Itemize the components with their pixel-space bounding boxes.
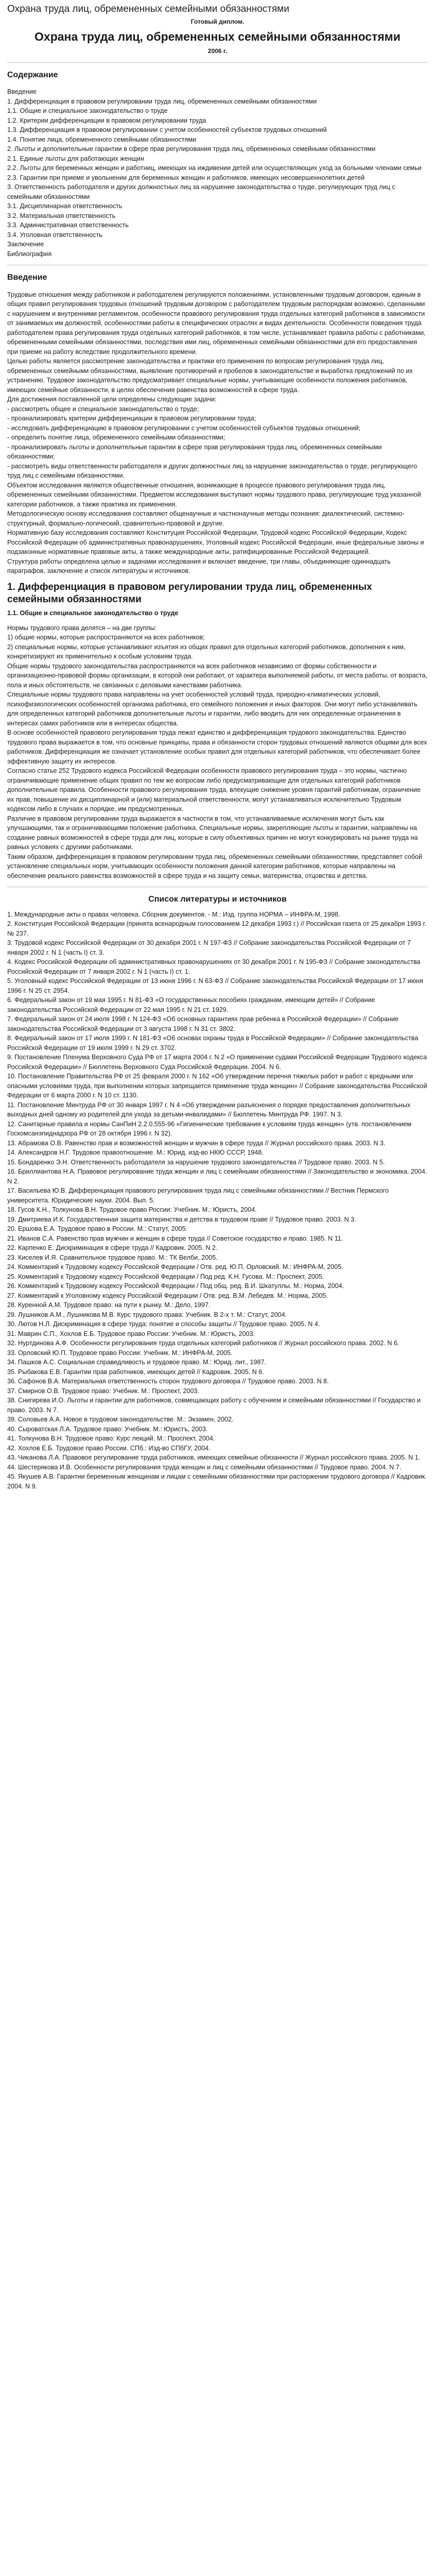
table-of-contents bbox=[7, 87, 428, 259]
paragraph: - исследовать дифференциацию в правовом регулировании с учетом особенностей субъектов трудовых отношений; bbox=[7, 424, 361, 432]
bibliography-item: 6. Федеральный закон от 19 мая 1995 г. N 81-ФЗ «О государственных пособиях гражданам, имеющим детей» // Собрание законодательства Российской Федерации от 22 мая 1995 г. N 21 ст. 1929. bbox=[7, 996, 375, 1013]
bibliography-item: 44. Шестерякова И.В. Особенности регулирования труда женщин и лиц с семейными обязанностями // Трудовое право. 2004. N 7. bbox=[7, 1463, 402, 1471]
bibliography-item: 42. Хохлов Е.Б. Трудовое право России. СПб.: Изд-во СПбГУ, 2004. bbox=[7, 1444, 211, 1452]
toc-item: 2.3. Гарантии при приеме и увольнении для беременных женщин и работников, имеющих несовершеннолетних детей bbox=[7, 174, 365, 181]
paragraph: Специальные нормы трудового права направлены на учет особенностей условий труда, природно-климатических условий, психофизиологических особенностей организма работника, его семейного положения и иных факторов. Они могут либо устанавливать для определенных категорий работников дополнительные льготы и гарантии, либо вводить для них определенные ограничения в интересах самих работников или в интересах общества. bbox=[7, 691, 417, 727]
bibliography-item: 40. Сыроватская Л.А. Трудовое право: Учебник. М.: Юристъ, 2003. bbox=[7, 1425, 208, 1433]
bibliography-item: 39. Соловьев А.А. Новое в трудовом законодательстве. М.: Экзамен, 2002. bbox=[7, 1416, 234, 1423]
bibliography-item: 25. Комментарий к Трудовому кодексу Российской Федерации / Под ред. К.Н. Гусова. М.: Проспект, 2005. bbox=[7, 1273, 324, 1280]
bibliography-item: 41. Толкунова В.Н. Трудовое право: Курс лекций. М.: Проспект, 2004. bbox=[7, 1435, 215, 1443]
chapter-1-body bbox=[7, 623, 428, 881]
toc-item: Библиография bbox=[7, 250, 52, 258]
bibliography-item: 34. Пашков А.С. Социальная справедливость и трудовое право. М.: Юрид. лит., 1987. bbox=[7, 1359, 267, 1366]
bibliography-item: 8. Федеральный закон от 17 июля 1999 г. N 181-ФЗ «Об основах охраны труда в Российской Федерации» // Собрание законодательства Российской Федерации от 19 июля 1999 г. N 29 ст. 3702. bbox=[7, 1035, 418, 1052]
chapter-1-title: 1. Дифференциация в правовом регулировании труда лиц, обремененных семейными обязанностями bbox=[7, 581, 372, 605]
paragraph: Нормативную базу исследования составляют Конституция Российской Федерации, Трудовой кодекс Российской Федерации, Кодекс Российской Федерации об административных правонарушениях, Уголовный кодекс Российской Федерации, иные федеральные законы и подзаконные нормативные правовые акты, а также международные акты, ратифицированные Российской Федерацией. bbox=[7, 529, 424, 556]
bibliography-item: 17. Васильева Ю.В. Дифференциация правового регулирования труда лиц с семейными обязанностями // Вестник Пермского университета. Юридические науки. 2004. Вып. 5. bbox=[7, 1187, 389, 1204]
bibliography-item: 37. Смирнов О.В. Трудовое право: Учебник. М.: Проспект, 2003. bbox=[7, 1387, 199, 1395]
toc-item: Заключение bbox=[7, 241, 44, 248]
year-label: 2006 г. bbox=[207, 47, 228, 55]
toc-item: 2.1. Единые льготы для работающих женщин bbox=[7, 155, 145, 162]
paragraph: Различие в правовом регулировании труда выражается в частности в том, что устанавливаемые исключения могут быть как улучшающими, так и ограничивающими положение работника. Специальные нормы, закрепляющие льготы и гарантии, направлены на создание равных возможностей в сфере труда для лиц, которые в силу объективных причин не могут конкурировать на рынке труда на равных условиях с другими работниками. bbox=[7, 815, 418, 851]
bibliography-item: 1. Международные акты о правах человека. Сборник документов. - М.: Изд. группа НОРМА – ИНФРА-М, 1998. bbox=[7, 910, 340, 918]
bibliography-item: 3. Трудовой кодекс Российской Федерации от 30 декабря 2001 г. N 197-ФЗ // Собрание законодательства Российской Федерации от 7 января 2002 г. N 1 (часть I) ст. 3. bbox=[7, 939, 411, 956]
paragraph: - проанализировать критерии дифференциации в правовом регулировании труда; bbox=[7, 415, 256, 422]
paragraph: Для достижения поставленной цели определены следующие задачи: bbox=[7, 396, 217, 403]
toc-item: Введение bbox=[7, 88, 37, 96]
section-1-1-title: 1.1. Общие и специальное законодательство о труде bbox=[7, 609, 179, 617]
paragraph: 1) общие нормы, которые распространяются на всех работников; bbox=[7, 634, 205, 641]
bibliography-item: 10. Постановление Правительства РФ от 25 февраля 2000 г. N 162 «Об утверждении перечня тяжелых работ и работ с вредными или опасными условиями труда, при выполнении которых запрещается применение труда женщин» // Собрание законодательства Российской Федерации от 6 марта 2000 г. N 10 ст. 1130. bbox=[7, 1073, 427, 1099]
paragraph: - проанализировать льготы и дополнительные гарантии в сфере прав регулирования труда лиц, обремененных семейными обязанностями; bbox=[7, 443, 382, 461]
bibliography-item: 23. Киселев И.Я. Сравнительное трудовое право. М.: ТК Велби, 2005. bbox=[7, 1253, 218, 1261]
bibliography-item: 27. Комментарий к Уголовному кодексу Российской Федерации / Отв. ред. В.М. Лебедев. М.: Норма, 2005. bbox=[7, 1292, 328, 1299]
toc-item: 3.1. Дисциплинарная ответственность bbox=[7, 202, 123, 210]
bibliography-item: 9. Постановление Пленума Верховного Суда РФ от 17 марта 2004 г. N 2 «О применении судами Российской Федерации Трудового кодекса Российской Федерации» // Бюллетень Верховного Суда Российской Федерации. 2004. N 6. bbox=[7, 1054, 427, 1071]
paragraph: В основе особенностей правового регулирования труда лежат единство и дифференциация трудового законодательства. Единство трудового права выражается в том, что основные принципы, права и обязанности сторон трудовых отношений являются общими для всех работников. Дифференциация же означает установление особых правил для отдельных категорий работников, что обеспечивает более эффективную защиту их интересов. bbox=[7, 729, 427, 765]
paragraph: Согласно статье 252 Трудового кодекса Российской Федерации особенности правового регулирования труда – это нормы, частично ограничивающие применение общих правил по тем же вопросам либо предусматривающие для отдельных категорий работников дополнительные правила. Особенности правового регулирования труда, влекущие снижение уровня гарантий работникам, ограничение их прав, повышение их дисциплинарной и (или) материальной ответственности, могут устанавливаться исключительно Трудовым кодексом либо в случаях и порядке, им предусмотренных. bbox=[7, 767, 421, 813]
paragraph: Методологическую основу исследования составляют общенаучные и частнонаучные методы познания: диалектический, системно-структурный, формально-логический, сравнительно-правовой и другие. bbox=[7, 510, 405, 527]
toc-item: 2.2. Льготы для беременных женщин и работниц, имеющих на иждивении детей или осуществляющих уход за больными членами семьи bbox=[7, 164, 422, 172]
bibliography-item: 22. Карпенко Е. Дискриминация в сфере труда // Кадровик. 2005. N 2. bbox=[7, 1244, 218, 1252]
paragraph: Целью работы является рассмотрение законодательства и практики его применения по вопросам регулирования труда лиц, обремененных семейными обязанностями, выявление противоречий и пробелов в законодательстве и выработка предложений по их устранению. Трудовое законодательство предусматривает специальные нормы, учитывающие особенности положения работников, имеющих семейные обязанности, в целях обеспечения равенства возможностей в сфере труда. bbox=[7, 358, 413, 394]
contents-heading: Содержание bbox=[7, 70, 58, 79]
bibliography-item: 7. Федеральный закон от 24 июля 1998 г. N 124-ФЗ «Об основных гарантиях прав ребенка в Российской Федерации» // Собрание законодательства Российской Федерации от 3 августа 1998 г. N 31 ст. 3802. bbox=[7, 1015, 399, 1032]
bibliography-item: 4. Кодекс Российской Федерации об административных правонарушениях от 30 декабря 2001 г. N 195-ФЗ // Собрание законодательства Российской Федерации от 7 января 2002 г. N 1 (часть I) ст. 1. bbox=[7, 958, 421, 975]
bibliography-item: 20. Ершова Е.А. Трудовое право в России. М.: Статут, 2005. bbox=[7, 1225, 188, 1233]
bibliography-item: 15. Бондаренко Э.Н. Ответственность работодателя за нарушение трудового законодательства // Трудовое право. 2003. N 5. bbox=[7, 1158, 385, 1166]
bibliography-item: 11. Постановление Минтруда РФ от 30 января 1997 г. N 4 «Об утверждении разъяснения о порядке предоставления дополнительных выходных дней одному из родителей для ухода за детьми-инвалидами» // Бюллетень Минтруда РФ. 1997. N 3. bbox=[7, 1101, 411, 1118]
toc-item: 3. Ответственность работодателя и других должностных лиц за нарушение законодательства о труде, регулирующих труд лиц с семейными обязанностями bbox=[7, 183, 395, 200]
paragraph: 2) специальные нормы, которые устанавливают изъятия из общих правил для отдельных категорий работников, дополнения к ним, конкретизируют их применительно к особым условиям труда. bbox=[7, 643, 406, 660]
toc-item: 1.2. Критерии дифференциации в правовом регулировании труда bbox=[7, 116, 206, 124]
toc-item: 1.4. Понятие лица, обремененного семейными обязанностями bbox=[7, 135, 197, 143]
intro-heading: Введение bbox=[7, 273, 47, 282]
bibliography-item: 26. Комментарий к Трудовому кодексу Российской Федерации / Под общ. ред. В.И. Шкатуллы. М.: Норма, 2004. bbox=[7, 1282, 344, 1290]
divider bbox=[7, 62, 428, 63]
bibliography-item: 38. Снигирева И.О. Льготы и гарантии для работников, совмещающих работу с обучением и семейными обязанностями // Государство и право. 2003. N 7. bbox=[7, 1397, 421, 1414]
document-title: Охрана труда лиц, обремененных семейными обязанностями bbox=[34, 29, 400, 43]
toc-item: 1. Дифференциация в правовом регулировании труда лиц, обремененных семейными обязанностями bbox=[7, 97, 317, 105]
bibliography-item: 2. Конституция Российской Федерации (принята всенародным голосованием 12 декабря 1993 г.) // Российская газета от 25 декабря 1993 г. № 237. bbox=[7, 920, 427, 937]
bibliography-item: 18. Гусов К.Н., Толкунова В.Н. Трудовое право России: Учебник. М.: Юристъ, 2004. bbox=[7, 1206, 257, 1214]
bibliography-item: 21. Иванов С.А. Равенство прав мужчин и женщин в сфере труда // Советское государство и право. 1985. N 11. bbox=[7, 1234, 343, 1242]
paragraph: Объектом исследования являются общественные отношения, возникающие в процессе правового регулирования труда лиц, обремененных семейными обязанностями. Предметом исследования выступают нормы трудового права, регулирующие труд указанной категории работников, а также практика их применения. bbox=[7, 481, 421, 508]
bibliography-list bbox=[7, 910, 428, 1492]
paragraph: - определить понятие лица, обремененного семейными обязанностями; bbox=[7, 434, 225, 442]
bibliography-title: Список литературы и источников bbox=[148, 895, 287, 904]
bibliography-item: 36. Сафонов В.А. Материальная ответственность сторон трудового договора // Трудовое право. 2003. N 8. bbox=[7, 1378, 329, 1385]
paragraph: Трудовые отношения между работником и работодателем регулируются положениями, установленными трудовым договором, единым в общих правил регулирования трудовых отношений трудовым договором с работодателем трудовым распорядкам возможно, сделанными с нарушением и внутренними регламентом, особенности правового регулирования труда отдельных категорий работников в зависимости от занимаемых им должностей, особенностями работы в специфических отраслях и видах деятельности. Особенности поведения труда работодателем права регулирования труда отдельных категорий работников, в том числе, устанавливает правила работы с работниками, обремененными семейными обязанностями, последствия ими лиц, обремененных семейными обязанностями для его предоставления при приеме на работу вследствие продолжительного времени. bbox=[7, 291, 426, 355]
bibliography-item: 31. Маврин С.П., Хохлов Е.Б. Трудовое право России: Учебник. М.: Юристъ, 2003. bbox=[7, 1330, 255, 1337]
toc-item: 3.4. Уголовная ответственность bbox=[7, 231, 102, 239]
bibliography-item: 5. Уголовный кодекс Российской Федерации от 13 июня 1996 г. N 63-ФЗ // Собрание законодательства Российской Федерации от 17 июня 1996 г. N 25 ст. 2954. bbox=[7, 977, 424, 994]
bibliography-item: 13. Абрамова О.В. Равенство прав и возможностей женщин и мужчин в сфере труда // Журнал российского права. 2003. N 3. bbox=[7, 1139, 386, 1147]
bibliography-item: 24. Комментарий к Трудовому кодексу Российской Федерации / Отв. ред. Ю.П. Орловский. М.: ИНФРА-М, 2005. bbox=[7, 1263, 343, 1271]
site-title: Охрана труда лиц, обремененных семейными обязанностями bbox=[7, 4, 289, 14]
bibliography-item: 32. Нуртдинова А.Ф. Особенности регулирования труда отдельных категорий работников // Журнал российского права. 2002. N 6. bbox=[7, 1340, 399, 1347]
intro-body bbox=[7, 290, 428, 576]
bibliography-item: 45. Якушев А.В. Гарантии беременным женщинам и лицам с семейными обязанностями при расторжении трудового договора // Кадровик. 2004. N 9. bbox=[7, 1473, 427, 1490]
toc-item: 1.3. Дифференциация в правовом регулировании с учетом особенностей субъектов трудовых отношений bbox=[7, 126, 327, 134]
toc-item: 2. Льготы и дополнительные гарантии в сфере прав регулирования труда лиц, обремененных семейными обязанностями bbox=[7, 145, 376, 153]
toc-item: 3.3. Административная ответственность bbox=[7, 222, 129, 229]
bibliography-item: 35. Рыбакова Е.В. Гарантии прав работников, имеющих детей // Кадровик. 2005. N 6. bbox=[7, 1368, 264, 1376]
paragraph: Нормы трудового права делятся – на две группы: bbox=[7, 624, 157, 632]
ready-label: Готовый диплом. bbox=[190, 18, 245, 25]
paragraph: - рассмотреть общее и специальное законодательство о труде; bbox=[7, 405, 199, 413]
paragraph: Таким образом, дифференциация в правовом регулировании труда лиц, обремененных семейными обязанностями, представляет собой установление специальных норм, учитывающих особенности положения данной категории работников, которые направлены на обеспечение реального равенства возможностей в сфере труда и на защиту семьи, материнства, отцовства и детства. bbox=[7, 853, 423, 879]
bibliography-item: 14. Александров Н.Г. Трудовое правоотношение. М.: Юрид. изд-во НКЮ СССР, 1948. bbox=[7, 1149, 264, 1157]
toc-item: 1.1. Общие и специальное законодательство о труде bbox=[7, 107, 168, 115]
bibliography-item: 29. Лушников А.М., Лушникова М.В. Курс трудового права: Учебник. В 2-х т. М.: Статут, 2004. bbox=[7, 1311, 287, 1318]
paragraph: Общие нормы трудового законодательства распространяются на всех работников независимо от формы собственности и организационно-правовой формы организации, в которой они работают, от характера выполняемой работы, от места работы, от возраста, пола и иных обстоятельств, не связанных с деловыми качествами работника. bbox=[7, 662, 428, 689]
bibliography-item: 16. Бриллиантова Н.А. Правовое регулирование труда женщин и лиц с семейными обязанностями // Законодательство и экономика. 2004. N 2. bbox=[7, 1168, 427, 1185]
paragraph: - рассмотреть виды ответственности работодателя и других должностных лиц за нарушение законодательства о труде, регулирующего труд лиц с семейными обязанностями. bbox=[7, 462, 417, 480]
bibliography-item: 28. Куренной А.М. Трудовое право: на пути к рынку. М.: Дело, 1997. bbox=[7, 1301, 211, 1309]
bibliography-item: 33. Орловский Ю.П. Трудовое право России: Учебник. М.: ИНФРА-М, 2005. bbox=[7, 1349, 233, 1357]
bibliography-item: 43. Чиканова Л.А. Правовое регулирование труда работников, имеющих семейные обязанности // Журнал российского права. 2005. N 1. bbox=[7, 1454, 421, 1462]
bibliography-item: 12. Санитарные правила и нормы СанПиН 2.2.0.555-96 «Гигиенические требования к условиям труда женщин» (утв. постановлением Госкомсанэпиднадзора РФ от 28 октября 1996 г. N 32). bbox=[7, 1120, 412, 1138]
bibliography-item: 30. Лютов Н.Л. Дискриминация в сфере труда: понятие и способы защиты // Трудовое право. 2005. N 4. bbox=[7, 1320, 320, 1328]
toc-item: 3.2. Материальная ответственность bbox=[7, 212, 116, 219]
paragraph: Структура работы определена целью и задачами исследования и включает введение, три главы, объединяющие одиннадцать параграфов, заключение и список литературы и источников. bbox=[7, 557, 391, 575]
bibliography-item: 19. Дмитриева И.К. Государственная защита материнства и детства в трудовом праве // Трудовое право. 2003. N 3. bbox=[7, 1215, 356, 1223]
